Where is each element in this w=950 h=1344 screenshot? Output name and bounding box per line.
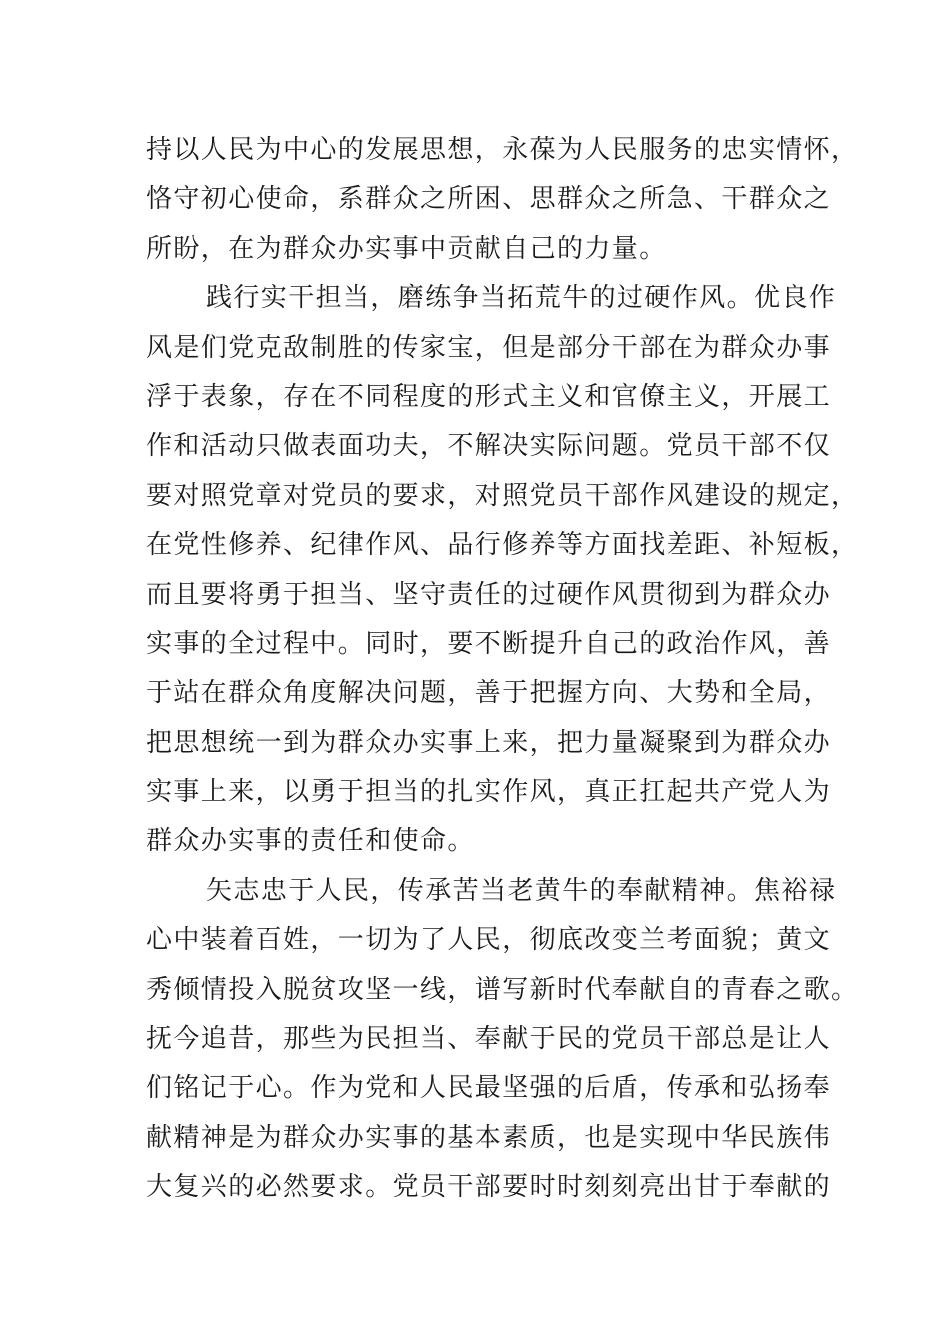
text-line: 大复兴的必然要求。党员干部要时时刻刻亮出甘于奉献的 (146, 1172, 832, 1203)
text-line: 持以人民为中心的发展思想，永葆为人民服务的忠实情怀， (146, 135, 859, 165)
text-line: 而且要将勇于担当、坚守责任的过硬作风贯彻到为群众办 (146, 579, 832, 610)
text-line: 实事上来，以勇于担当的扎实作风，真正扛起共产党人为 (146, 777, 832, 808)
text-line: 要对照党章对党员的要求，对照党员干部作风建设的规定， (146, 480, 859, 511)
text-line: 实事的全过程中。同时，要不断提升自己的政治作风，善 (146, 628, 832, 659)
text-line: 们铭记于心。作为党和人民最坚强的后盾，传承和弘扬奉 (146, 1073, 832, 1104)
paragraph-start-line: 矢志忠于人民，传承苦当老黄牛的奉献精神。焦裕禄 (206, 875, 837, 906)
text-line: 秀倾情投入脱贫攻坚一线，谱写新时代奉献自的青春之歌。 (146, 974, 859, 1005)
text-line: 在党性修养、纪律作风、品行修养等方面找差距、补短板， (146, 530, 859, 561)
text-line: 献精神是为群众办实事的基本素质，也是实现中华民族伟 (146, 1122, 832, 1153)
text-line: 所盼，在为群众办实事中贡献自己的力量。 (146, 233, 667, 264)
text-line: 把思想统一到为群众办实事上来，把力量凝聚到为群众办 (146, 727, 832, 758)
text-line: 群众办实事的责任和使命。 (146, 826, 475, 857)
text-line: 浮于表象，存在不同程度的形式主义和官僚主义，开展工 (146, 381, 832, 412)
text-line: 于站在群众角度解决问题，善于把握方向、大势和全局， (146, 678, 832, 709)
text-line: 恪守初心使命，系群众之所困、思群众之所急、干群众之 (146, 184, 832, 215)
text-line: 心中装着百姓，一切为了人民，彻底改变兰考面貌；黄文 (146, 925, 832, 956)
text-line: 风是们党克敌制胜的传家宝，但是部分干部在为群众办事 (146, 332, 832, 363)
text-line: 作和活动只做表面功夫，不解决实际问题。党员干部不仅 (146, 431, 832, 462)
text-line: 抚今追昔，那些为民担当、奉献于民的党员干部总是让人 (146, 1024, 832, 1055)
paragraph-start-line: 践行实干担当，磨练争当拓荒牛的过硬作风。优良作 (206, 283, 837, 314)
body-text (146, 126, 859, 1213)
